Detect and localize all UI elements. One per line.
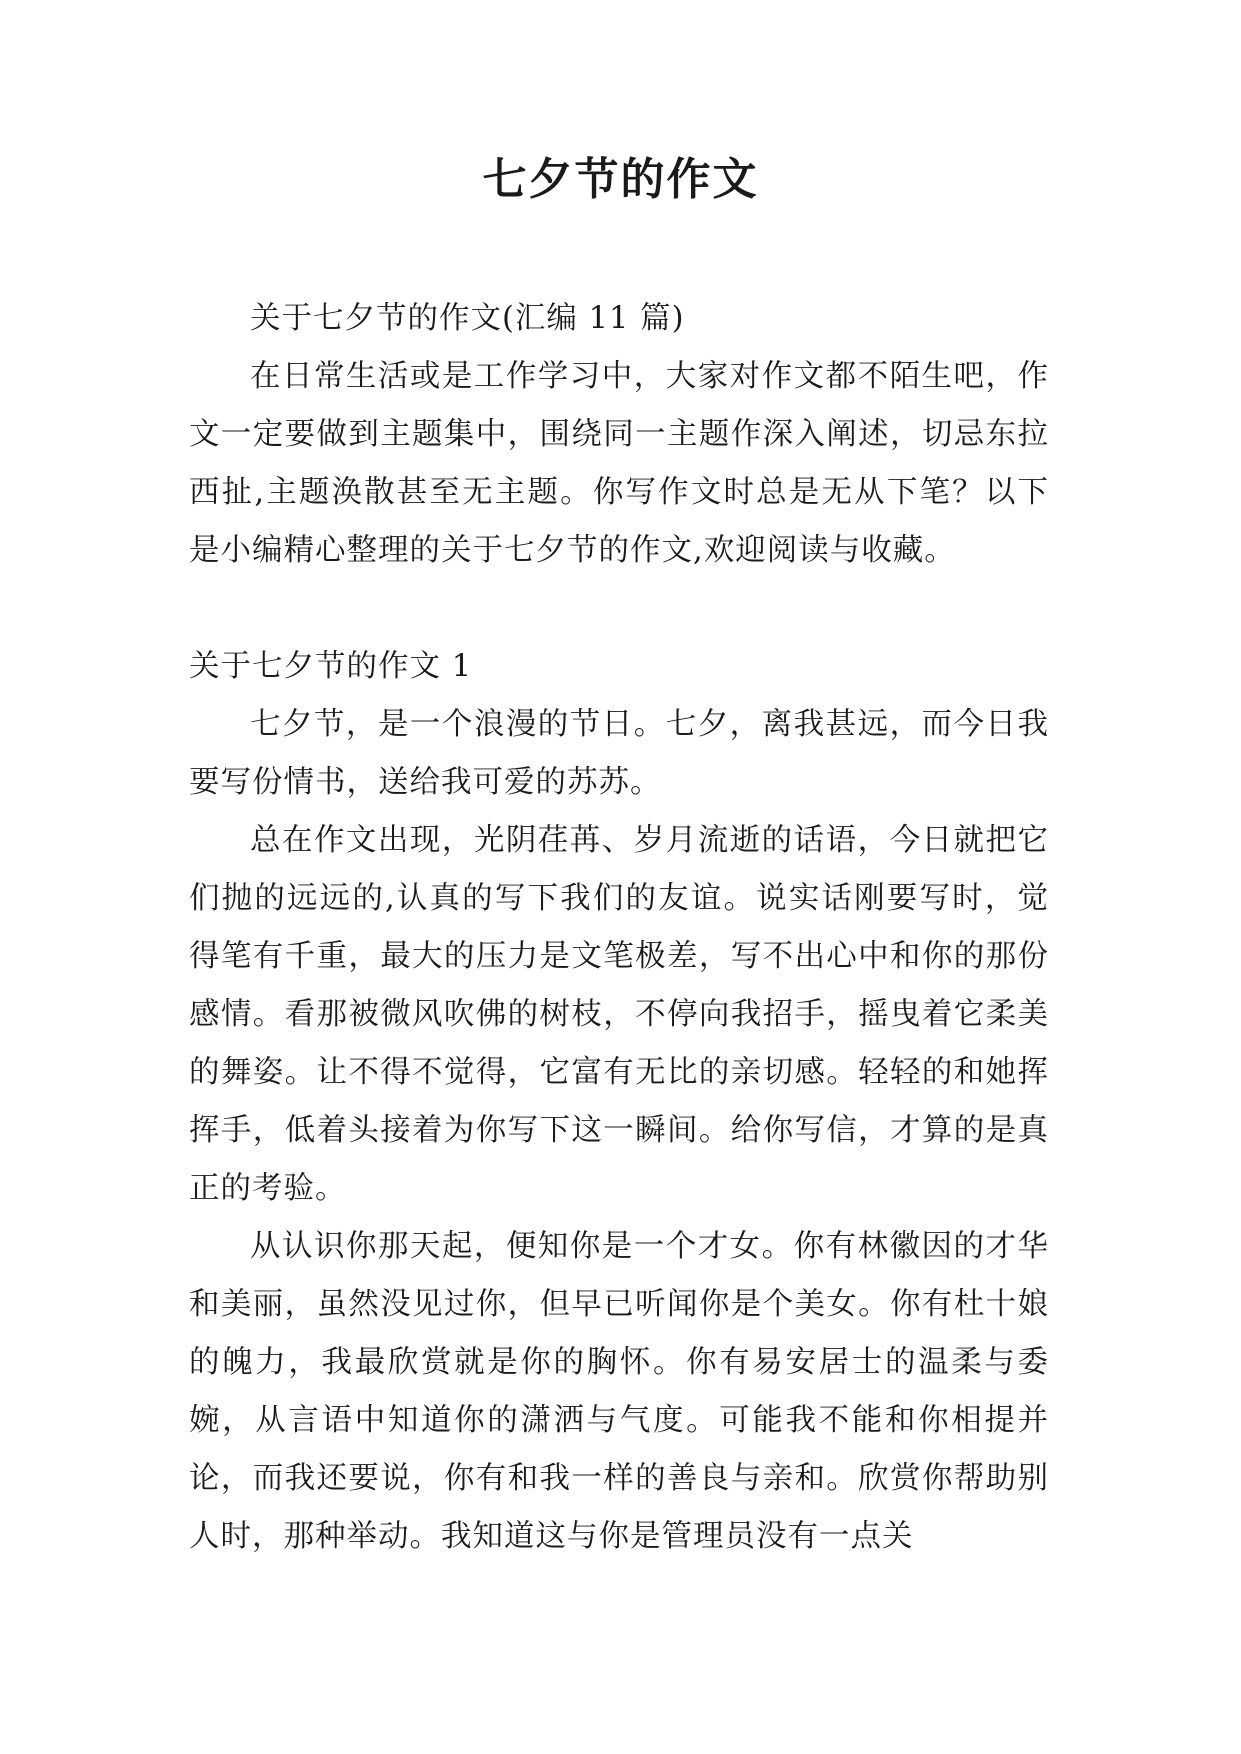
intro-paragraph: 在日常生活或是工作学习中，大家对作文都不陌生吧，作文一定要做到主题集中，围绕同一主题作深入阐述，切忌东拉西扯,主题涣散甚至无主题。你写作文时总是无从下笔？以下是小编精心整理的关于七夕节的作文,欢迎阅读与收藏。 xyxy=(189,359,1049,568)
paragraph-spacer xyxy=(189,580,1049,638)
body-paragraph-1: 七夕节，是一个浪漫的节日。七夕，离我甚远，而今日我要写份情书，送给我可爱的苏苏。 xyxy=(189,707,1049,800)
document-body xyxy=(189,290,1049,1566)
document-subtitle: 关于七夕节的作文(汇编 11 篇) xyxy=(250,301,685,336)
section-heading: 关于七夕节的作文 1 xyxy=(189,649,473,684)
document-title: 七夕节的作文 xyxy=(482,154,759,205)
body-paragraph-2: 总在作文出现，光阴荏苒、岁月流逝的话语，今日就把它们抛的远远的,认真的写下我们的友谊。说实话刚要写时，觉得笔有千重，最大的压力是文笔极差，写不出心中和你的那份感情。看那被微风吹佛的树枝，不停向我招手，摇曳着它柔美的舞姿。让不得不觉得，它富有无比的亲切感。轻轻的和她挥挥手，低着头接着为你写下这一瞬间。给你写信，才算的是真正的考验。 xyxy=(189,823,1049,1206)
body-paragraph-3: 从认识你那天起，便知你是一个才女。你有林徽因的才华和美丽，虽然没见过你，但早已听闻你是个美女。你有杜十娘的魄力，我最欣赏就是你的胸怀。你有易安居士的温柔与委婉，从言语中知道你的潇洒与气度。可能我不能和你相提并论，而我还要说，你有和我一样的善良与亲和。欣赏你帮助别人时，那种举动。我知道这与你是管理员没有一点关 xyxy=(189,1229,1049,1554)
